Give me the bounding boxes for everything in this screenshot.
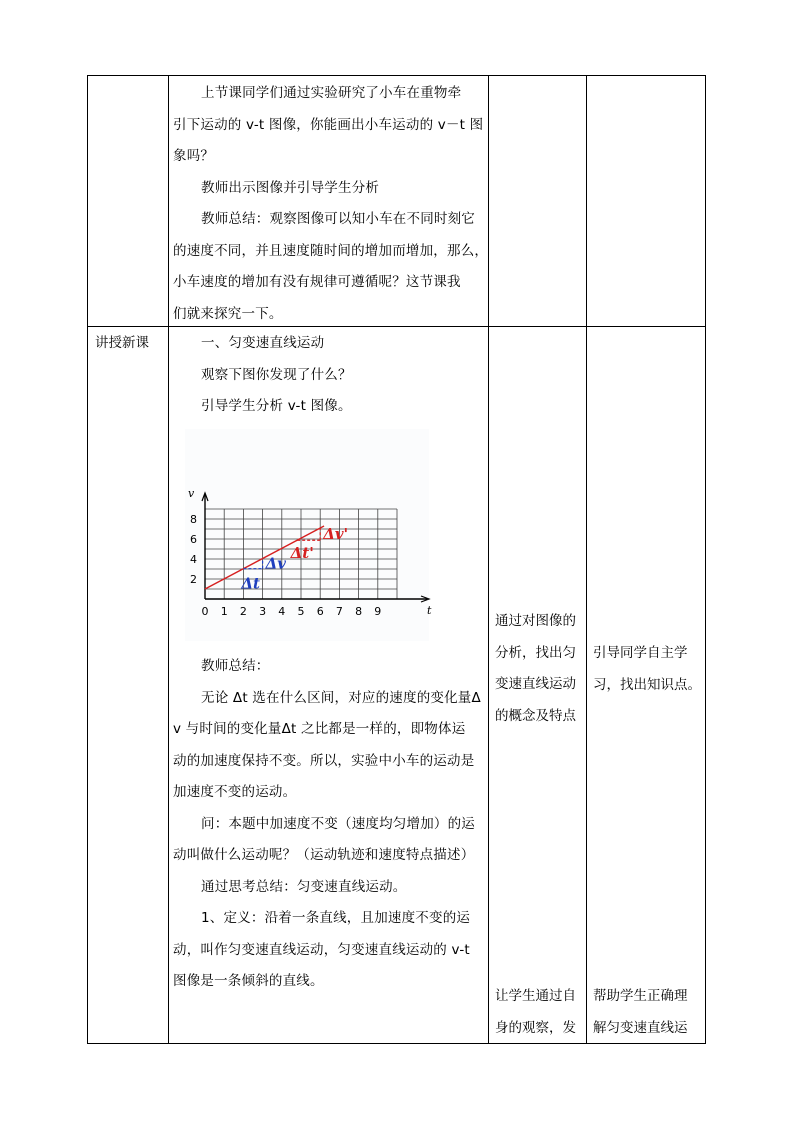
new-lesson-top — [173, 328, 483, 423]
intro-text: 引下运动的 v-t 图像，你能画出小车运动的 v－t 图 — [173, 116, 484, 133]
x-tick-label: 2 — [239, 605, 247, 618]
student-text: 分析，找出匀 — [495, 644, 576, 661]
design-intent-a — [593, 638, 705, 701]
student-activity-b — [495, 981, 585, 1044]
intro-text: 象吗？ — [173, 148, 215, 164]
large-dt-label: Δt' — [290, 544, 314, 563]
definition-text: 图像是一条倾斜的直线。 — [173, 973, 324, 989]
intent-text: 引导同学自主学 — [593, 645, 688, 661]
x-tick-label: 0 — [201, 605, 209, 618]
student-activity-a — [495, 606, 585, 732]
x-tick-label: 9 — [374, 605, 382, 618]
vt-graph — [185, 429, 432, 641]
lesson-text: 动的加速度保持不变。所以，实验中小车的运动是 — [173, 752, 475, 769]
y-tick-label: 2 — [190, 573, 197, 586]
student-text: 让学生通过自 — [495, 988, 576, 1004]
small-dt-label: Δt — [241, 574, 260, 593]
intent-text: 习，找出知识点。 — [593, 676, 701, 693]
small-dv-label: Δv — [265, 554, 286, 573]
lesson-text: 加速度不变的运动。 — [173, 784, 297, 800]
y-tick-label: 6 — [190, 533, 197, 546]
intro-cell — [173, 78, 489, 330]
x-tick-label: 5 — [297, 605, 305, 618]
lesson-text: 无论 Δt 选在什么区间，对应的速度的变化量Δ — [201, 689, 481, 706]
section-heading: 一、匀变速直线运动 — [201, 335, 325, 351]
student-text: 身的观察，发 — [495, 1019, 576, 1036]
x-tick-label: 7 — [335, 605, 343, 618]
x-tick-label: 6 — [316, 605, 324, 618]
lesson-text: 教师总结： — [201, 658, 270, 674]
intro-text: 上节课同学们通过实验研究了小车在重物牵 — [201, 85, 462, 101]
column-divider — [488, 76, 489, 1043]
x-tick-label: 1 — [220, 605, 228, 618]
y-tick-label: 8 — [190, 513, 197, 526]
lesson-text: 问：本题中加速度不变（速度均匀增加）的运 — [201, 815, 475, 832]
intro-text: 们就来探究一下。 — [173, 305, 283, 322]
student-text: 的概念及特点 — [495, 707, 576, 724]
intro-text: 小车速度的增加有没有规律可遵循呢？这节课我 — [173, 274, 461, 290]
column-divider — [168, 76, 169, 1043]
x-tick-label: 4 — [278, 605, 286, 618]
large-dv-label: Δv' — [323, 525, 349, 544]
column-divider — [586, 76, 587, 1043]
lesson-text: 通过思考总结：匀变速直线运动。 — [201, 878, 407, 895]
definition-text: 动，叫作匀变速直线运动，匀变速直线运动的 v-t — [173, 941, 470, 958]
lesson-text: 观察下图你发现了什么？ — [201, 366, 352, 383]
lesson-text: 动叫做什么运动呢？（运动轨迹和速度特点描述） — [173, 847, 475, 863]
intro-text: 教师总结：观察图像可以知小车在不同时刻它 — [201, 211, 475, 227]
lesson-table — [87, 75, 706, 1044]
x-tick-label: 3 — [259, 605, 267, 618]
student-text: 变速直线运动 — [495, 676, 576, 692]
intent-text: 解匀变速直线运 — [593, 1019, 688, 1036]
intro-text: 的速度不同，并且速度随时间的增加而增加，那么， — [173, 242, 489, 259]
intent-text: 帮助学生正确理 — [593, 988, 688, 1004]
design-intent-b — [593, 981, 705, 1044]
lesson-text: v 与时间的变化量Δt 之比都是一样的，即物体运 — [173, 721, 466, 737]
x-tick-label: 8 — [355, 605, 363, 618]
lesson-text: 引导学生分析 v-t 图像。 — [201, 398, 352, 414]
intro-text: 教师出示图像并引导学生分析 — [201, 179, 380, 196]
x-axis-label: t — [427, 604, 432, 617]
new-lesson-bottom — [173, 651, 483, 998]
definition-text: 1、定义：沿着一条直线，且加速度不变的运 — [201, 910, 471, 926]
y-axis-label: v — [188, 487, 195, 500]
stage-label: 讲授新课 — [95, 335, 149, 351]
student-text: 通过对图像的 — [495, 613, 576, 629]
y-tick-label: 4 — [190, 553, 197, 566]
